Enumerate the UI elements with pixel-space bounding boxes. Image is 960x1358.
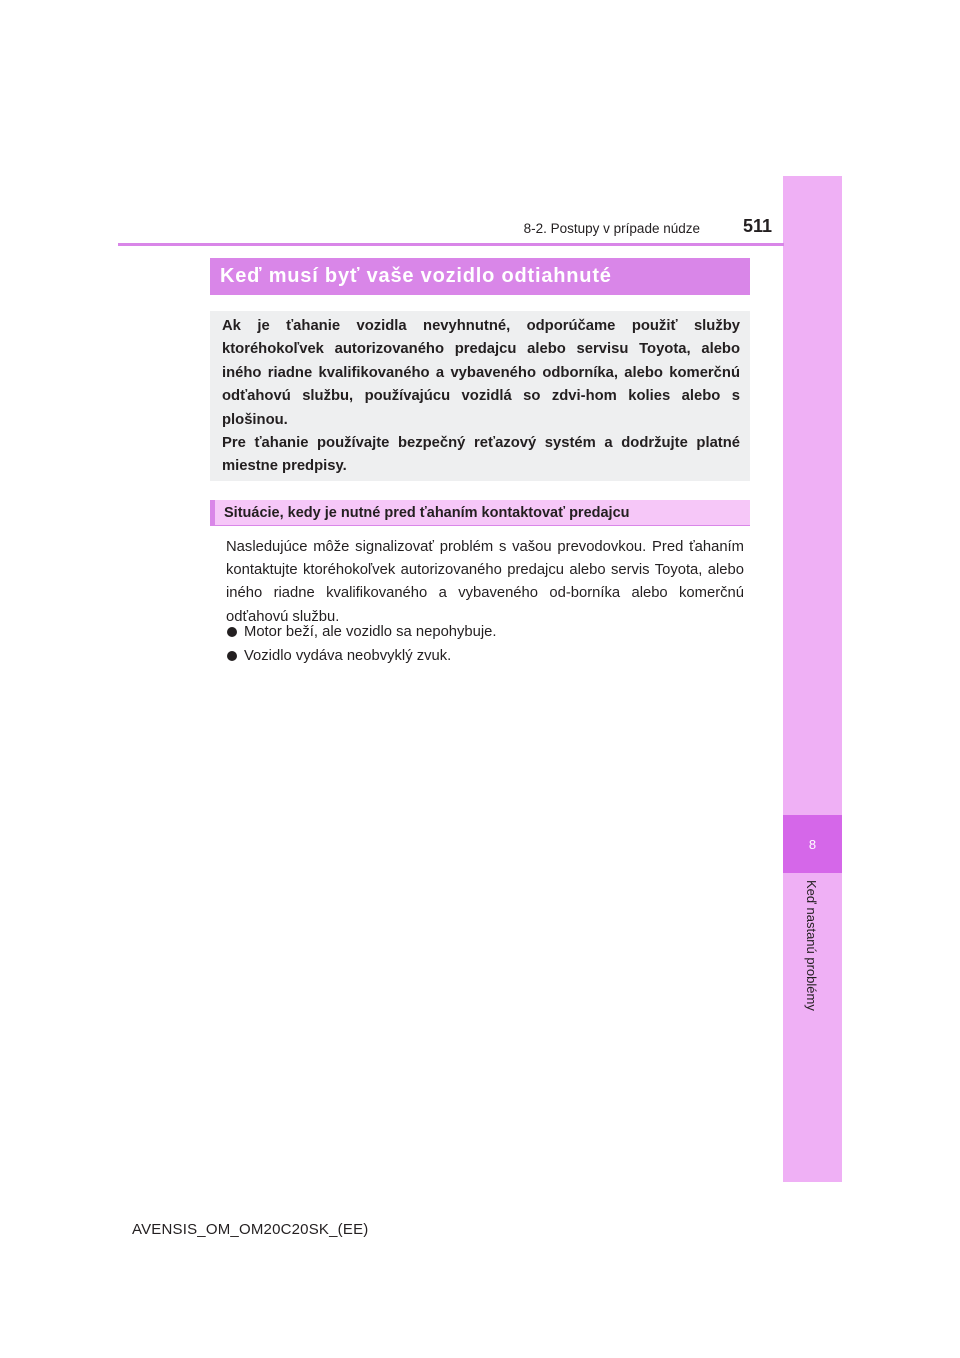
list-item — [226, 645, 451, 667]
subheading: Situácie, kedy je nutné pred ťahaním kontaktovať predajcu — [224, 505, 630, 521]
header-divider — [118, 243, 784, 246]
intro-paragraph: Pre ťahanie používajte bezpečný reťazový systém a dodržujte platné miestne predpisy. — [222, 435, 740, 475]
body-paragraph: Nasledujúce môže signalizovať problém s vašou prevodovkou. Pred ťahaním kontaktujte ktoréhokoľvek autorizovaného predajcu alebo servis Toyota, alebo iného riadne kvalifikovaného a vybaveného od-borníka alebo komerčnú odťahovú službu. — [226, 539, 744, 625]
bullet-icon — [227, 627, 237, 637]
bullet-icon — [227, 651, 237, 661]
side-tab — [783, 176, 842, 1182]
footer-document-code: AVENSIS_OM_OM20C20SK_(EE) — [132, 1221, 369, 1238]
header-section-title: 8-2. Postupy v prípade núdze — [523, 221, 700, 236]
list-item — [226, 621, 497, 643]
list-item-text: Vozidlo vydáva neobvyklý zvuk. — [244, 648, 452, 664]
page-title: Keď musí byť vaše vozidlo odtiahnuté — [220, 265, 612, 287]
page-number: 511 — [742, 216, 772, 236]
intro-paragraph: Ak je ťahanie vozidla nevyhnutné, odporúčame použiť služby ktoréhokoľvek autorizovaného predajcu alebo servisu Toyota, alebo iného riadne kvalifikovaného a vybaveného odborníka, alebo komerčnú odťahovú službu, používajúcu vozidlá so zdvi-hom kolies alebo s plošinou. — [222, 318, 740, 428]
title-banner — [210, 258, 750, 295]
subheading-bar — [210, 500, 750, 526]
body-text — [226, 536, 744, 629]
chapter-label-text: Keď nastanú problémy — [804, 880, 819, 1011]
chapter-number-badge: 8 — [783, 815, 842, 873]
intro-text — [222, 315, 740, 479]
list-item-text: Motor beží, ale vozidlo sa nepohybuje. — [244, 624, 497, 640]
